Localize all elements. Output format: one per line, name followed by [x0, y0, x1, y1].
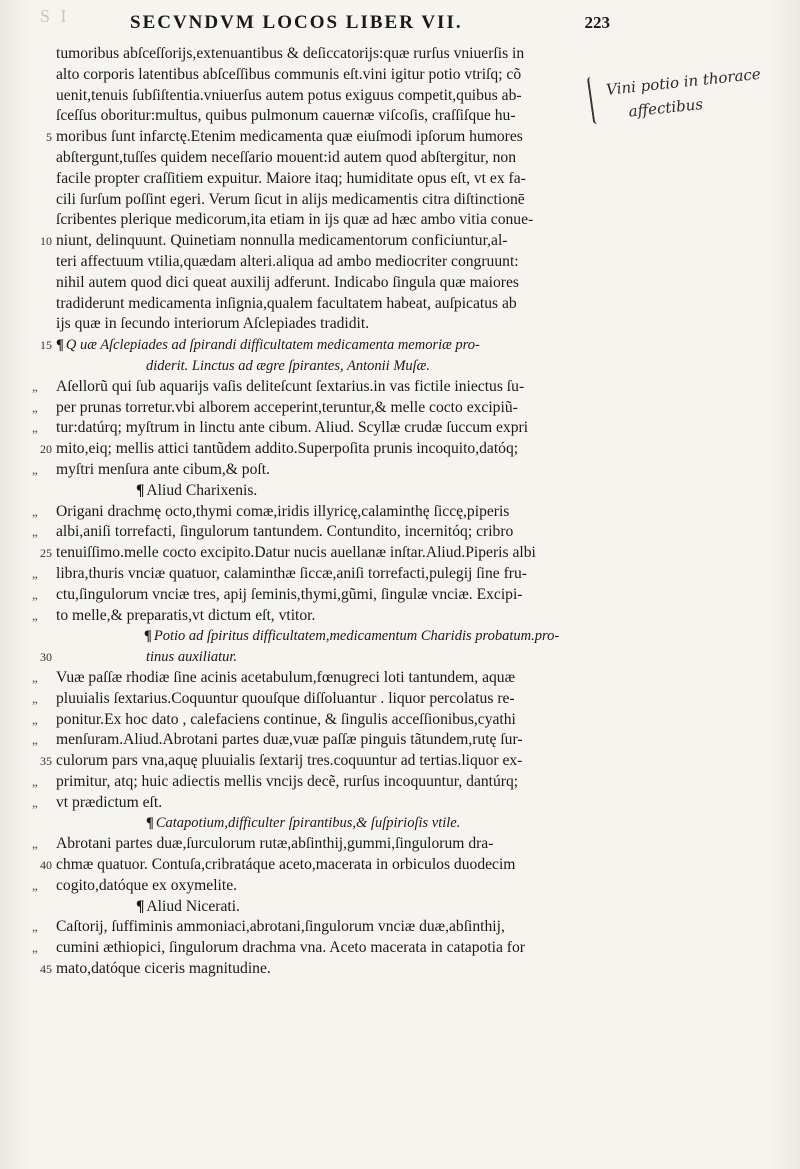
text-line — [32, 793, 596, 814]
line-text: pluuialis ſextarius.Coquuntur quouſque diſſoluantur . liquor percolatus re- — [56, 689, 515, 707]
line-text: tinus auxiliatur. — [146, 649, 238, 666]
line-text: tradiderunt medicamenta inſignia,qualem facultatem habeat, auſpicatus ab — [56, 294, 517, 312]
quotation-marker: „ — [32, 732, 38, 748]
line-text: cumini æthiopici, ſingulorum drachma vna. Aceto macerata in catapotia for — [56, 939, 525, 957]
text-line — [32, 876, 596, 897]
page-header — [70, 12, 610, 34]
text-line — [56, 148, 596, 169]
line-text: Abrotani partes duæ,ſurculorum rutæ,abſinthij,gummi,ſingulorum dra- — [56, 835, 494, 853]
line-text: vt prædictum eſt. — [56, 793, 163, 811]
line-text: chmæ quatuor. Contuſa,cribratáque aceto,macerata in orbiculos duodecim — [56, 856, 516, 874]
text-line — [40, 335, 596, 356]
line-text: moribus ſunt infarctę.Etenim medicamenta quæ eiuſmodi ipſorum humores — [56, 128, 523, 146]
line-number: 25 — [40, 546, 52, 561]
line-text: teri affectuum vtilia,quædam alteri.aliqua ad ambo mediocriter congruunt: — [56, 252, 519, 270]
line-text: cogito,datóque ex oxymelite. — [56, 876, 238, 894]
line-text: albi,aniſi torrefacti, ſingulorum tantundem. Contundito, incernitóq; cribro — [56, 523, 514, 541]
quotation-marker: „ — [32, 940, 38, 956]
text-line — [56, 813, 596, 834]
line-text: ſcribentes plerique medicorum,ita etiam in ijs quæ ad hæc ambo vitia conue- — [56, 211, 534, 229]
line-number: 20 — [40, 442, 52, 457]
text-line — [56, 626, 596, 647]
quotation-marker: „ — [32, 524, 38, 540]
line-text: libra,thuris vnciæ quatuor, calaminthæ ſiccæ,aniſi torrefacti,pulegij ſine fru- — [56, 564, 527, 582]
text-line — [32, 689, 596, 710]
line-text: tumoribus abſceſſorijs,extenuantibus & deſiccatorijs:quæ rurſus vniuerſis in — [56, 45, 525, 62]
text-line — [56, 190, 596, 211]
text-line — [32, 834, 596, 855]
text-line — [32, 418, 596, 439]
text-line — [56, 210, 596, 231]
quotation-marker: „ — [32, 565, 38, 581]
quotation-marker: „ — [32, 711, 38, 727]
line-text: Aſellorũ qui ſub aquarijs vaſis deliteſcunt ſextarius.in vas fictile iniectus ſu- — [56, 377, 525, 395]
quotation-marker: „ — [32, 607, 38, 623]
text-line — [32, 730, 596, 751]
text-line — [40, 543, 596, 564]
quotation-marker: „ — [32, 399, 38, 415]
margin-note-line: affectibus — [627, 94, 704, 121]
quotation-marker: „ — [32, 919, 38, 935]
line-text: abſtergunt,tuſſes quidem neceſſario mouent:id autem quod abſtergitur, non — [56, 148, 517, 166]
text-line — [40, 231, 596, 252]
text-line — [32, 710, 596, 731]
text-line — [32, 377, 596, 398]
text-line — [56, 252, 596, 273]
quotation-marker: „ — [32, 773, 38, 789]
text-line — [56, 86, 596, 107]
text-line — [32, 564, 596, 585]
quotation-marker: „ — [32, 669, 38, 685]
line-text: Origani drachmę octo,thymi comæ,iridis illyricę,calaminthę ſiccę,piperis — [56, 502, 510, 520]
quotation-marker: „ — [32, 836, 38, 852]
line-number: 40 — [40, 858, 52, 873]
text-line — [56, 273, 596, 294]
line-number: 10 — [40, 234, 52, 249]
text-line — [32, 917, 596, 938]
text-line — [32, 938, 596, 959]
main-text-column — [32, 44, 596, 980]
text-line — [56, 65, 596, 86]
paragraph-mark-icon: ¶ — [136, 481, 145, 499]
text-line — [40, 855, 596, 876]
running-head: SECVNDVM LOCOS LIBER VII. — [130, 12, 463, 33]
line-text: ſceſſus oboritur:multus, quibus pulmonum cauernæ viſcoſis, craſſiſque hu- — [56, 107, 516, 125]
text-line — [56, 356, 596, 377]
line-text: to melle,& preparatis,vt dictum eſt, vtitor. — [56, 606, 316, 624]
line-text: cili ſurſum poſſint egeri. Verum ſicut in alijs medicamentis citra diſtinctionē — [56, 190, 525, 208]
line-text: ponitur.Ex hoc dato , calefaciens continue, & ſingulis acceſſionibus,cyathi — [56, 710, 516, 728]
text-line — [56, 897, 596, 918]
line-text: niunt, delinquunt. Quinetiam nonnulla medicamentorum conficiuntur,al- — [56, 232, 508, 250]
text-line — [32, 606, 596, 627]
margin-note-line: Vini potio in thorace — [605, 64, 762, 99]
line-text: mito,eiq; mellis attici tantũdem addito.Superpoſita prunis incoquito,datóq; — [56, 440, 519, 458]
quotation-marker: „ — [32, 420, 38, 436]
quotation-marker: „ — [32, 877, 38, 893]
line-text: uenit,tenuis ſubſiſtentia.vniuerſus autem potus exiguus competit,quibus ab- — [56, 86, 522, 104]
text-line — [40, 439, 596, 460]
show-through-text: S I — [40, 6, 70, 26]
line-text: alto corporis latentibus abſceſſibus communis eſt.vini igitur potio vtriſq; cõ — [56, 65, 522, 83]
line-number: 5 — [46, 130, 52, 145]
text-line — [32, 398, 596, 419]
handwritten-margin-note — [605, 59, 789, 126]
text-line — [40, 647, 596, 668]
paragraph-mark-icon: ¶ — [56, 337, 64, 354]
quotation-marker: „ — [32, 690, 38, 706]
line-text: per prunas torretur.vbi alborem acceperint,teruntur,& melle cocto excipiũ- — [56, 398, 518, 416]
line-text: mato,datóque ciceris magnitudine. — [56, 960, 271, 978]
line-text: ctu,ſingulorum vnciæ tres, apij ſeminis,thymi,gũmi, ſingulæ vnciæ. Excipi- — [56, 585, 523, 603]
line-number: 30 — [40, 650, 52, 665]
line-number: 35 — [40, 754, 52, 769]
text-line — [40, 959, 596, 980]
line-text: nihil autem quod dici queat auxilij adferunt. Indicabo ſingula quæ maiores — [56, 273, 519, 291]
quotation-marker: „ — [32, 503, 38, 519]
text-line — [32, 772, 596, 793]
line-text: culorum pars vna,aquę pluuialis ſextarij tres.coquuntur ad tertias.liquor ex- — [56, 752, 523, 770]
paragraph-mark-icon: ¶ — [144, 628, 152, 645]
line-text: menſuram.Aliud.Abrotani partes duæ,vuæ paſſæ pinguis tãtundem,rutę ſur- — [56, 731, 523, 749]
line-text: Caſtorij, ſuffiminis ammoniaci,abrotani,ſingulorum vnciæ duæ,abſinthij, — [56, 918, 505, 936]
line-text: Potio ad ſpiritus difficultatem,medicamentum Charidis probatum.pro- — [153, 628, 560, 645]
text-line — [46, 127, 596, 148]
quotation-marker: „ — [32, 461, 38, 477]
text-line — [56, 294, 596, 315]
line-text: primitur, atq; huic adiectis mellis vncijs decẽ, rurſus incoquuntur, dantúrq; — [56, 772, 519, 790]
text-line — [32, 585, 596, 606]
line-text: Catapotium,difficulter ſpirantibus,& ſuſpirioſis vtile. — [155, 815, 461, 832]
line-text: Aliud Nicerati. — [146, 897, 240, 915]
quotation-marker: „ — [32, 378, 38, 394]
quotation-marker: „ — [32, 794, 38, 810]
line-text: Aliud Charixenis. — [146, 481, 258, 499]
text-line — [32, 460, 596, 481]
line-text: tur:datúrq; myſtrum in linctu ante cibum. Aliud. Scyllæ crudæ ſuccum expri — [56, 419, 529, 437]
text-line — [56, 106, 596, 127]
text-line — [32, 522, 596, 543]
page-number: 223 — [584, 13, 610, 32]
text-line — [56, 44, 596, 65]
line-text: myſtri menſura ante cibum,& poſt. — [56, 460, 270, 478]
line-text: facile propter craſſitiem expuitur. Maiore itaq; humiditate opus eſt, vt ex fa- — [56, 169, 526, 187]
line-number: 45 — [40, 962, 52, 977]
text-line — [56, 481, 596, 502]
line-text: tenuiſſimo.melle cocto excipito.Datur nucis auellanæ inſtar.Aliud.Piperis albi — [56, 544, 536, 562]
text-line — [56, 169, 596, 190]
text-line — [32, 668, 596, 689]
line-text: Q uæ Aſclepiades ad ſpirandi difficultatem medicamenta memoriæ pro- — [65, 337, 480, 354]
line-text: diderit. Linctus ad ægre ſpirantes, Antonii Muſæ. — [146, 357, 430, 374]
line-number: 15 — [40, 338, 52, 353]
text-line — [56, 314, 596, 335]
quotation-marker: „ — [32, 586, 38, 602]
text-line — [32, 502, 596, 523]
paragraph-mark-icon: ¶ — [136, 897, 145, 915]
text-line — [40, 751, 596, 772]
line-text: ijs quæ in ſecundo interiorum Aſclepiades tradidit. — [56, 315, 370, 333]
line-text: Vuæ paſſæ rhodiæ ſine acinis acetabulum,fœnugreci loti tantundem, aquæ — [56, 668, 515, 686]
paragraph-mark-icon: ¶ — [146, 815, 154, 832]
